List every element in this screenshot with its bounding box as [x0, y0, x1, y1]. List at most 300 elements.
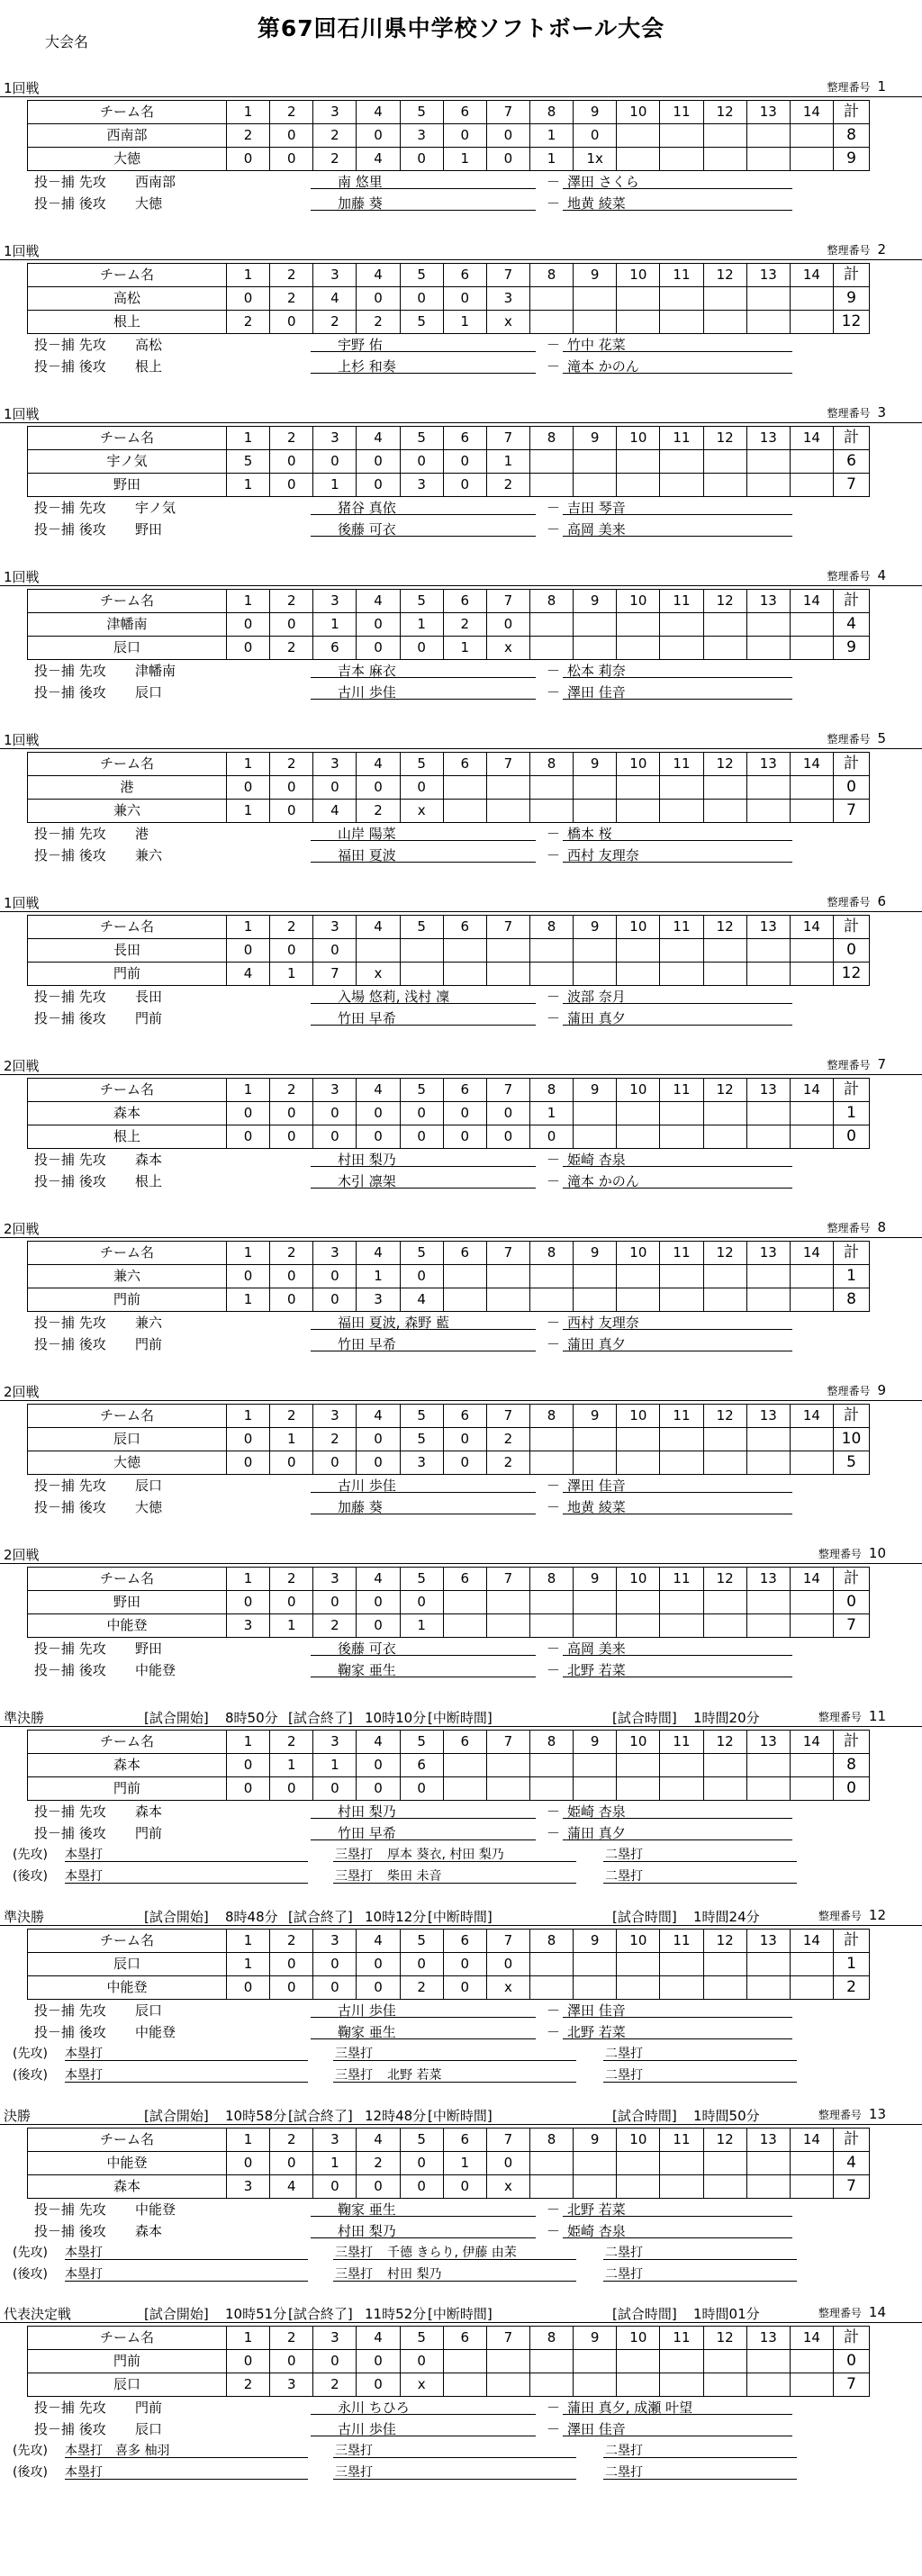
inning-score: 1 — [443, 311, 486, 334]
inning-score — [790, 963, 833, 986]
inning-score: 0 — [486, 124, 529, 148]
inning-score: 0 — [313, 1265, 357, 1288]
battery-dash: － — [547, 174, 561, 190]
inning-score — [617, 124, 660, 148]
inning-score — [660, 1976, 703, 2000]
inning-score: 1 — [270, 1754, 313, 1777]
inning-score: 0 — [313, 939, 357, 963]
inning-score — [574, 637, 617, 660]
team-name: 辰口 — [28, 1428, 227, 1451]
scoreboard-header-row — [28, 1731, 870, 1754]
team-total: 1 — [834, 1265, 870, 1288]
inning-score: 5 — [227, 450, 270, 474]
inning-score: 1 — [313, 2152, 357, 2175]
battery-label: 投－捕 後攻 — [34, 1662, 106, 1678]
duration-label: [試合時間] — [612, 1710, 677, 1726]
scoreboard-header-row — [28, 1930, 870, 1953]
inning-header: 13 — [746, 264, 790, 287]
inning-score: 0 — [400, 1102, 443, 1125]
scoreboard-header-row — [28, 753, 870, 776]
inning-score — [486, 963, 529, 986]
inning-header: 6 — [443, 2327, 486, 2350]
inning-header: 1 — [227, 1242, 270, 1265]
battery-label: 投－捕 先攻 — [34, 1641, 106, 1657]
inning-score — [486, 939, 529, 963]
team-name: 根上 — [28, 1125, 227, 1149]
inning-header: 9 — [574, 2327, 617, 2350]
inning-score — [790, 1125, 833, 1149]
inning-score: 2 — [357, 311, 400, 334]
inning-header: 13 — [746, 1930, 790, 1953]
start-time: 10時58分 — [225, 2108, 287, 2124]
inning-score: 0 — [227, 1265, 270, 1288]
scoreboard-table — [27, 1730, 870, 1801]
team-column-header: チーム名 — [28, 427, 227, 450]
inning-header: 8 — [529, 1731, 573, 1754]
inning-header: 5 — [400, 916, 443, 939]
inning-score — [617, 613, 660, 637]
catcher-name: 蒲田 真夕 — [567, 1010, 626, 1026]
pitcher-name: 加藤 葵 — [338, 195, 383, 212]
pitcher-name: 福田 夏波 — [338, 847, 396, 863]
inning-score: 0 — [486, 1125, 529, 1149]
inning-score — [574, 1288, 617, 1312]
double-label: 二塁打 — [605, 2267, 643, 2282]
inning-score — [703, 124, 746, 148]
inning-score: 2 — [443, 613, 486, 637]
inning-header: 1 — [227, 2129, 270, 2152]
scoreboard-table — [27, 2326, 870, 2397]
inning-score — [529, 613, 573, 637]
team-score-row — [28, 2373, 870, 2397]
inning-score: 0 — [313, 1125, 357, 1149]
inning-header: 7 — [486, 101, 529, 124]
inning-header: 2 — [270, 1405, 313, 1428]
inning-header: 2 — [270, 916, 313, 939]
header-divider — [0, 748, 922, 749]
inning-header: 9 — [574, 101, 617, 124]
catcher-name: 高岡 美来 — [567, 521, 626, 538]
inning-score — [660, 963, 703, 986]
inning-score: 2 — [313, 2373, 357, 2397]
game-header — [0, 402, 922, 422]
inning-score: 0 — [574, 124, 617, 148]
inning-score — [400, 963, 443, 986]
inning-header: 7 — [486, 590, 529, 613]
inning-score: 0 — [313, 1451, 357, 1475]
team-name: 津幡南 — [28, 613, 227, 637]
inning-score — [443, 776, 486, 800]
inning-score: 0 — [270, 2350, 313, 2373]
inning-header: 7 — [486, 427, 529, 450]
inning-score: 0 — [400, 2152, 443, 2175]
pitcher-name: 福田 夏波, 森野 藍 — [338, 1315, 450, 1331]
team-total: 8 — [834, 124, 870, 148]
battery-team: 森本 — [135, 1152, 163, 1168]
inning-header: 9 — [574, 916, 617, 939]
team-total: 0 — [834, 1777, 870, 1801]
inning-score: x — [486, 1976, 529, 2000]
inning-header: 11 — [660, 1079, 703, 1102]
inning-score — [746, 450, 790, 474]
inning-score — [746, 474, 790, 497]
inning-header: 12 — [703, 1242, 746, 1265]
team-score-row — [28, 1953, 870, 1976]
battery-label: 投－捕 先攻 — [34, 989, 106, 1005]
game-header — [0, 1380, 922, 1400]
team-score-row — [28, 311, 870, 334]
inning-score: 0 — [270, 148, 313, 171]
battery-team: 津幡南 — [135, 663, 176, 679]
double-label: 二塁打 — [605, 2444, 643, 2458]
inning-header: 12 — [703, 916, 746, 939]
catcher-name: 竹中 花菜 — [567, 337, 626, 353]
inning-score — [443, 1591, 486, 1614]
hits-side-label: (先攻) — [13, 2444, 48, 2458]
double-label: 二塁打 — [605, 2068, 643, 2083]
total-column-header: 計 — [834, 1242, 870, 1265]
game-number — [827, 893, 886, 909]
inning-score — [617, 963, 660, 986]
header-divider — [0, 585, 922, 586]
inning-score: x — [486, 311, 529, 334]
inning-score: 0 — [357, 1451, 400, 1475]
battery-dash: － — [547, 2024, 561, 2040]
team-total: 9 — [834, 637, 870, 660]
inning-score — [529, 1777, 573, 1801]
inning-header: 3 — [313, 916, 357, 939]
inning-header: 1 — [227, 1930, 270, 1953]
inning-header: 11 — [660, 264, 703, 287]
team-total: 6 — [834, 450, 870, 474]
inning-score: 0 — [270, 311, 313, 334]
inning-score — [574, 450, 617, 474]
inning-score — [529, 1451, 573, 1475]
inning-score: 0 — [357, 287, 400, 311]
inning-header: 4 — [357, 1242, 400, 1265]
inning-score: 2 — [227, 311, 270, 334]
inning-header: 3 — [313, 753, 357, 776]
inning-score: 2 — [486, 474, 529, 497]
inning-header: 7 — [486, 2129, 529, 2152]
scoreboard-header-row — [28, 101, 870, 124]
game-number-label: 整理番号 — [827, 896, 871, 908]
team-total: 0 — [834, 1125, 870, 1149]
game-number-value: 1 — [877, 78, 886, 95]
inning-score: 0 — [400, 1591, 443, 1614]
hr-label: 本塁打 — [65, 2267, 103, 2282]
inning-score — [703, 2373, 746, 2397]
inning-header: 1 — [227, 264, 270, 287]
duration: 1時間20分 — [693, 1710, 760, 1726]
inning-score: 0 — [357, 1102, 400, 1125]
game-number-value: 5 — [877, 730, 886, 746]
inning-score — [703, 800, 746, 823]
inning-score: 0 — [270, 800, 313, 823]
scoreboard-header-row — [28, 590, 870, 613]
inning-score: 0 — [313, 1953, 357, 1976]
inning-score — [703, 450, 746, 474]
inning-header: 9 — [574, 1930, 617, 1953]
inning-header: 13 — [746, 1079, 790, 1102]
inning-header: 2 — [270, 2129, 313, 2152]
battery-dash: － — [547, 847, 561, 863]
catcher-name: 吉田 琴音 — [567, 500, 626, 516]
battery-row-second — [0, 2020, 922, 2042]
inning-score — [529, 2373, 573, 2397]
header-divider — [0, 1925, 922, 1926]
pitcher-name: 古川 歩佳 — [338, 2002, 396, 2019]
battery-label: 投－捕 後攻 — [34, 2223, 106, 2239]
inning-header: 3 — [313, 1405, 357, 1428]
total-column-header: 計 — [834, 2129, 870, 2152]
inning-header: 14 — [790, 2327, 833, 2350]
battery-team: 森本 — [135, 2223, 163, 2239]
double-label: 二塁打 — [605, 2246, 643, 2260]
battery-dash: － — [547, 1315, 561, 1331]
inning-score: 1 — [227, 1288, 270, 1312]
team-total: 9 — [834, 287, 870, 311]
inning-score: 0 — [400, 1265, 443, 1288]
inning-header: 3 — [313, 2129, 357, 2152]
inning-header: 11 — [660, 2129, 703, 2152]
inning-score — [529, 474, 573, 497]
inning-header: 12 — [703, 753, 746, 776]
battery-row-second — [0, 681, 922, 702]
catcher-name: 姫崎 杏泉 — [567, 1803, 626, 1820]
inning-score — [703, 1451, 746, 1475]
inning-score — [790, 1953, 833, 1976]
pitcher-name: 古川 歩佳 — [338, 1478, 396, 1494]
inning-header: 13 — [746, 1731, 790, 1754]
inning-score: 0 — [270, 1265, 313, 1288]
pitcher-name: 古川 歩佳 — [338, 684, 396, 700]
pitcher-name: 村田 梨乃 — [338, 1803, 396, 1820]
header-divider — [0, 1400, 922, 1401]
team-total: 10 — [834, 1428, 870, 1451]
scoreboard-header-row — [28, 1405, 870, 1428]
inning-score: 2 — [313, 148, 357, 171]
round-label: 2回戦 — [4, 1547, 40, 1563]
inning-score — [529, 1614, 573, 1638]
game-number-label: 整理番号 — [818, 1910, 862, 1922]
inning-score: 3 — [227, 1614, 270, 1638]
inning-header: 3 — [313, 1242, 357, 1265]
triple-label: 三塁打 — [335, 1848, 373, 1862]
inning-score: 0 — [227, 613, 270, 637]
inning-header: 2 — [270, 427, 313, 450]
team-name: 門前 — [28, 2350, 227, 2373]
team-column-header: チーム名 — [28, 753, 227, 776]
battery-row-second — [0, 2219, 922, 2241]
pitcher-name: 宇野 佑 — [338, 337, 383, 353]
inning-score — [529, 1265, 573, 1288]
hits-side-label: (先攻) — [13, 1848, 48, 1862]
battery-dash: － — [547, 358, 561, 375]
inning-score — [660, 124, 703, 148]
team-column-header: チーム名 — [28, 2327, 227, 2350]
inning-score — [746, 1953, 790, 1976]
pitcher-name: 村田 梨乃 — [338, 2223, 396, 2239]
inning-header: 3 — [313, 1930, 357, 1953]
end-time-label: [試合終了] — [288, 2108, 353, 2124]
inning-header: 7 — [486, 1079, 529, 1102]
team-column-header: チーム名 — [28, 1242, 227, 1265]
game-number-label: 整理番号 — [827, 733, 871, 746]
inning-header: 13 — [746, 101, 790, 124]
inning-score — [703, 1591, 746, 1614]
game-number-label: 整理番号 — [827, 1059, 871, 1071]
inning-score: 6 — [313, 637, 357, 660]
team-total: 0 — [834, 939, 870, 963]
game-number-value: 6 — [877, 893, 886, 909]
inning-score: 0 — [227, 1777, 270, 1801]
inning-score: 0 — [270, 2152, 313, 2175]
inning-score: 4 — [313, 287, 357, 311]
scoreboard-table — [27, 2128, 870, 2199]
inning-header: 4 — [357, 1568, 400, 1591]
inning-score: 0 — [270, 1953, 313, 1976]
inning-score — [703, 613, 746, 637]
inning-header: 9 — [574, 2129, 617, 2152]
inning-score: 0 — [313, 1777, 357, 1801]
team-column-header: チーム名 — [28, 590, 227, 613]
catcher-name: 姫崎 杏泉 — [567, 2223, 626, 2239]
battery-label: 投－捕 先攻 — [34, 2400, 106, 2416]
team-score-row — [28, 963, 870, 986]
inning-score — [746, 776, 790, 800]
game-block — [0, 240, 922, 393]
game-number-value: 13 — [868, 2106, 886, 2122]
team-name: 森本 — [28, 1102, 227, 1125]
battery-dash: － — [547, 663, 561, 679]
inning-score — [790, 474, 833, 497]
catcher-name: 橋本 桜 — [567, 826, 612, 842]
battery-dash: － — [547, 1499, 561, 1515]
battery-row-first — [0, 1800, 922, 1821]
inning-score — [703, 1125, 746, 1149]
inning-header: 3 — [313, 2327, 357, 2350]
inning-score — [746, 1125, 790, 1149]
duration: 1時間50分 — [693, 2108, 760, 2124]
inning-score: 1 — [313, 474, 357, 497]
inning-score — [790, 2373, 833, 2397]
pitcher-name: 加藤 葵 — [338, 1499, 383, 1515]
inning-score: 0 — [443, 124, 486, 148]
inning-header: 4 — [357, 1405, 400, 1428]
inning-header: 6 — [443, 916, 486, 939]
inning-header: 7 — [486, 2327, 529, 2350]
inning-score — [617, 1288, 660, 1312]
inning-header: 10 — [617, 2327, 660, 2350]
duration-label: [試合時間] — [612, 1909, 677, 1925]
inning-score — [486, 1754, 529, 1777]
inning-score: 0 — [227, 1754, 270, 1777]
round-label: 1回戦 — [4, 406, 40, 422]
inning-score — [574, 2152, 617, 2175]
battery-dash: － — [547, 1152, 561, 1168]
inning-header: 6 — [443, 1731, 486, 1754]
scoreboard-table — [27, 1929, 870, 2000]
inning-score — [703, 776, 746, 800]
battery-team: 門前 — [135, 2400, 163, 2416]
battery-dash: － — [547, 2002, 561, 2019]
game-block — [0, 402, 922, 556]
inning-score: 2 — [486, 1451, 529, 1475]
inning-header: 5 — [400, 2129, 443, 2152]
inning-score — [443, 2350, 486, 2373]
inning-score — [660, 2373, 703, 2397]
inning-score: 0 — [400, 1953, 443, 1976]
inning-header: 14 — [790, 2129, 833, 2152]
inning-header: 2 — [270, 1731, 313, 1754]
team-score-row — [28, 1777, 870, 1801]
team-name: 門前 — [28, 963, 227, 986]
inning-score — [443, 1614, 486, 1638]
inning-score — [574, 1754, 617, 1777]
total-column-header: 計 — [834, 916, 870, 939]
inning-score — [703, 2152, 746, 2175]
team-score-row — [28, 1265, 870, 1288]
catcher-name: 澤田 佳音 — [567, 2421, 626, 2437]
inning-score — [574, 800, 617, 823]
game-number-label: 整理番号 — [818, 1711, 862, 1723]
inning-score — [660, 287, 703, 311]
inning-score — [529, 939, 573, 963]
battery-label: 投－捕 先攻 — [34, 1803, 106, 1820]
inning-score — [660, 613, 703, 637]
game-header — [0, 891, 922, 911]
team-score-row — [28, 450, 870, 474]
battery-row-first — [0, 170, 922, 192]
duration: 1時間01分 — [693, 2306, 760, 2322]
battery-dash: － — [547, 989, 561, 1005]
game-header — [0, 1706, 922, 1726]
inning-header: 10 — [617, 1568, 660, 1591]
inning-score — [529, 287, 573, 311]
round-label: 代表決定戦 — [4, 2306, 72, 2322]
catcher-name: 北野 若菜 — [567, 2201, 626, 2218]
duration-label: [試合時間] — [612, 2108, 677, 2124]
team-name: 根上 — [28, 311, 227, 334]
inning-score — [617, 1428, 660, 1451]
inning-score — [617, 1777, 660, 1801]
pitcher-name: 鞠家 亜生 — [338, 2024, 396, 2040]
inning-score: 0 — [270, 450, 313, 474]
inning-score — [703, 287, 746, 311]
inning-score — [529, 637, 573, 660]
team-name: 港 — [28, 776, 227, 800]
inning-score — [790, 1614, 833, 1638]
team-total: 7 — [834, 1614, 870, 1638]
team-score-row — [28, 613, 870, 637]
inning-score: 5 — [400, 1428, 443, 1451]
inning-score: 2 — [486, 1428, 529, 1451]
game-block — [0, 728, 922, 881]
inning-score — [574, 2373, 617, 2397]
pitcher-name: 古川 歩佳 — [338, 2421, 396, 2437]
end-time: 12時48分 — [365, 2108, 427, 2124]
inning-score — [617, 2175, 660, 2199]
scoreboard-header-row — [28, 2129, 870, 2152]
battery-label: 投－捕 後攻 — [34, 521, 106, 538]
inning-score: 0 — [486, 1102, 529, 1125]
game-block — [0, 1217, 922, 1370]
inning-score — [617, 1265, 660, 1288]
inning-header: 10 — [617, 1242, 660, 1265]
inning-header: 13 — [746, 1405, 790, 1428]
inning-score — [790, 1591, 833, 1614]
